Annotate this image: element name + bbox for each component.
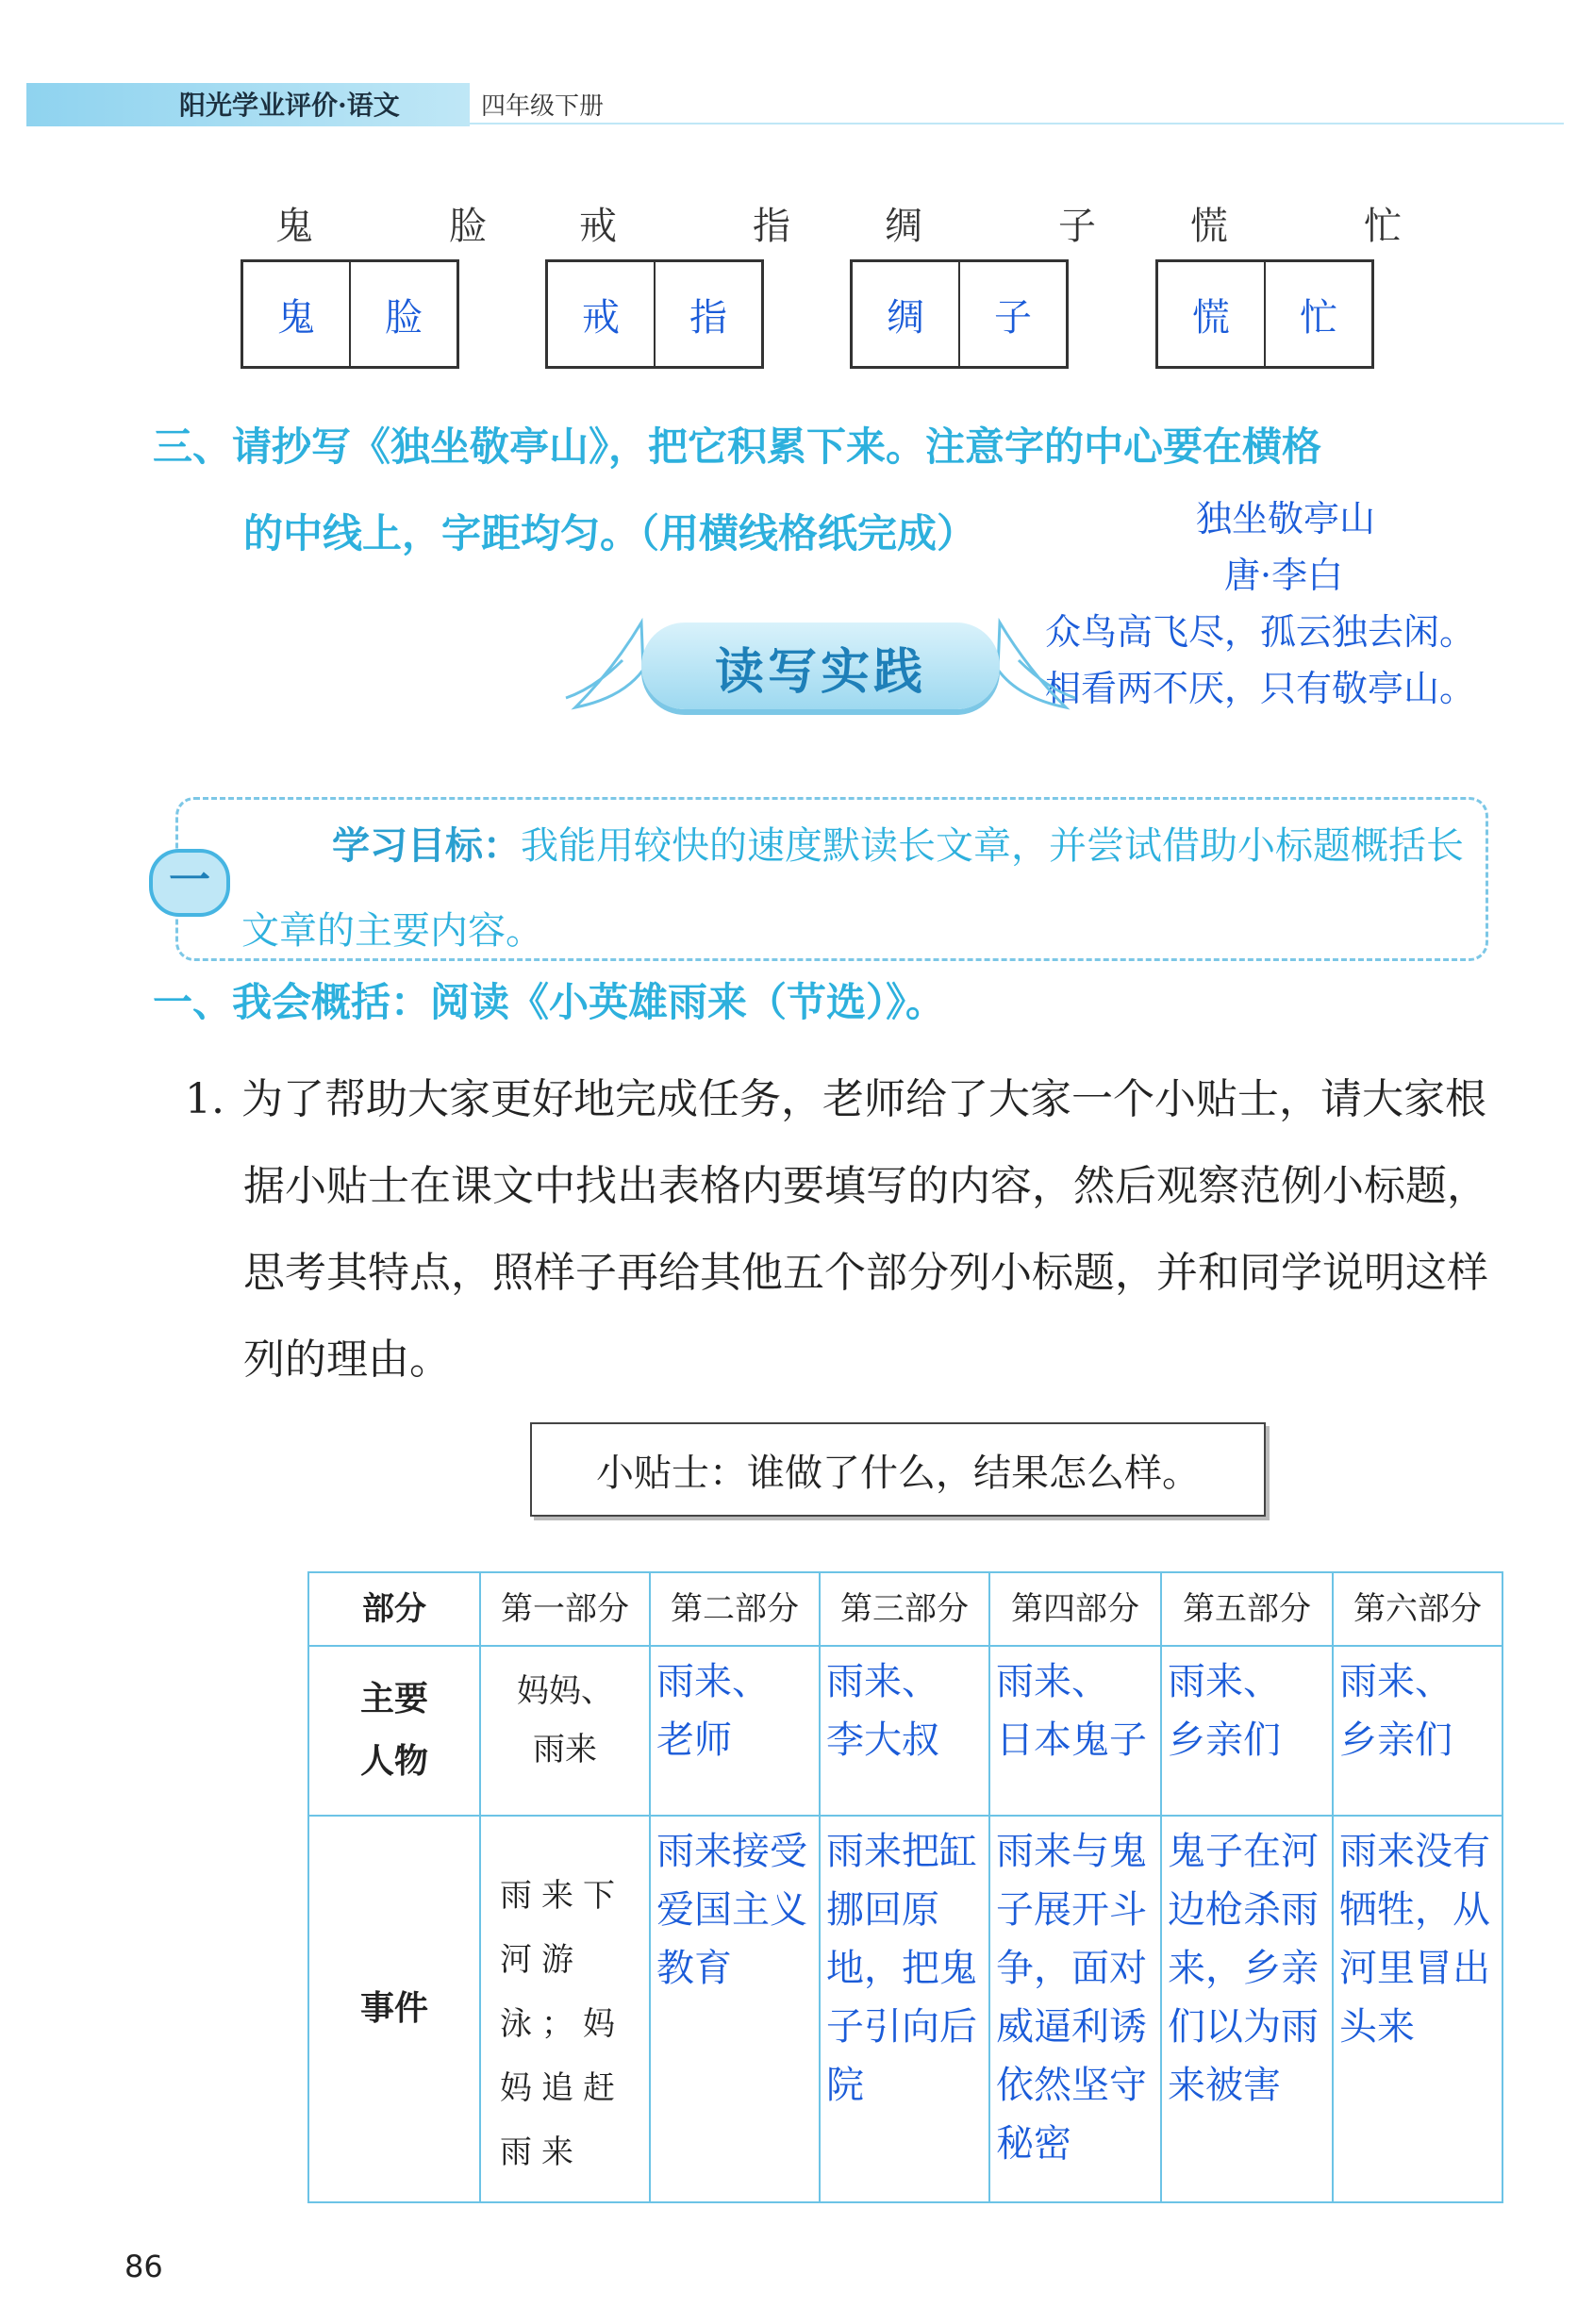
word-label-1: 鬼 脸 xyxy=(275,205,536,248)
tip-box: 小贴士：谁做了什么，结果怎么样。 xyxy=(530,1422,1266,1517)
goal-label: 学习目标： xyxy=(332,824,521,868)
word-label-4: 慌 忙 xyxy=(1190,205,1451,248)
grid-char: 忙 xyxy=(1264,262,1371,366)
table-header-cell: 第五部分 xyxy=(1161,1572,1333,1646)
table-header-cell: 第四部分 xyxy=(989,1572,1161,1646)
table-header-cell: 部分 xyxy=(308,1572,480,1646)
question-1-text: 为了帮助大家更好地完成任务，老师给了大家一个小贴士，请大家根据小贴士在课文中找出表格内要填写的内容，然后观察范例小标题，思考其特点，照样子再给其他五个部分列小标题，并和同学说明这样列的理由。 xyxy=(241,1075,1488,1384)
answer-cell: 雨来接受爱国主义教育 xyxy=(650,1816,820,2202)
question-number: 1. xyxy=(185,1075,224,1123)
table-cell: 妈妈、 雨来 xyxy=(480,1646,650,1816)
answer-cell: 雨来、 乡亲们 xyxy=(1161,1646,1333,1816)
section-1-title: 一、我会概括：阅读《小英雄雨来（节选）》。 xyxy=(153,979,946,1025)
table-header-cell: 第六部分 xyxy=(1333,1572,1502,1646)
grid-char: 子 xyxy=(958,262,1066,366)
poem-line: 众鸟高飞尽，孤云独去闲。 xyxy=(1045,611,1476,653)
word-label-3: 绸 子 xyxy=(885,205,1145,248)
learning-goal xyxy=(241,804,1477,973)
banner-title: 读写实践 xyxy=(714,644,926,701)
table-row xyxy=(308,1646,1502,1816)
table-row xyxy=(308,1816,1502,2202)
answer-cell: 雨来、 李大叔 xyxy=(820,1646,989,1816)
answer-cell: 雨来、 乡亲们 xyxy=(1333,1646,1502,1816)
answer-cell: 雨来、 日本鬼子 xyxy=(989,1646,1161,1816)
word-label-2: 戒 指 xyxy=(579,205,839,248)
answer-cell: 雨来、 老师 xyxy=(650,1646,820,1816)
goal-text: 我能用较快的速度默读长文章，并尝试借助小标题概括长文章的主要内容。 xyxy=(241,824,1464,953)
question-1 xyxy=(185,1056,1498,1403)
answer-cell: 雨来没有牺牲，从河里冒出头来 xyxy=(1333,1816,1502,2202)
goal-badge xyxy=(149,849,230,917)
summary-table xyxy=(307,1571,1503,2203)
poem-answer xyxy=(1045,490,1475,717)
poem-author: 唐·李白 xyxy=(1224,555,1344,596)
grid-char: 戒 xyxy=(582,295,620,340)
row-label-characters: 主要 人物 xyxy=(308,1646,480,1816)
grid-char: 慌 xyxy=(1192,295,1230,340)
answer-cell: 雨来与鬼子展开斗争，面对威逼利诱依然坚守秘密 xyxy=(989,1816,1161,2202)
table-cell: 雨来下河游泳；妈妈追赶雨来 xyxy=(480,1816,650,2202)
grid-char: 绸 xyxy=(887,295,924,340)
poem-line: 相看两不厌，只有敬亭山。 xyxy=(1045,668,1476,709)
grid-char: 脸 xyxy=(349,262,456,366)
answer-cell: 鬼子在河边枪杀雨来，乡亲们以为雨来被害 xyxy=(1161,1816,1333,2202)
char-grid-1 xyxy=(241,259,459,369)
book-title: 阳光学业评价·语文 xyxy=(179,90,400,121)
grid-char: 鬼 xyxy=(277,295,315,340)
char-grid-4 xyxy=(1155,259,1374,369)
answer-cell: 雨来把缸挪回原地，把鬼子引向后院 xyxy=(820,1816,989,2202)
table-header-cell: 第一部分 xyxy=(480,1572,650,1646)
table-header-cell: 第二部分 xyxy=(650,1572,820,1646)
table-header-cell: 第三部分 xyxy=(820,1572,989,1646)
grid-char: 指 xyxy=(654,262,761,366)
row-label-events: 事件 xyxy=(308,1816,480,2202)
char-grid-3 xyxy=(850,259,1069,369)
question-3-line1: 三、请抄写《独坐敬亭山》，把它积累下来。注意字的中心要在横格 xyxy=(153,423,1322,470)
char-grid-2 xyxy=(545,259,764,369)
page-number: 86 xyxy=(124,2249,163,2284)
goal-badge-text: 一 xyxy=(169,856,210,905)
grade-label: 四年级下册 xyxy=(481,92,605,121)
table-header-row xyxy=(308,1572,1502,1646)
poem-title: 独坐敬亭山 xyxy=(1196,498,1376,540)
question-3-line2: 的中线上，字距均匀。（用横线格纸完成） xyxy=(243,510,977,556)
